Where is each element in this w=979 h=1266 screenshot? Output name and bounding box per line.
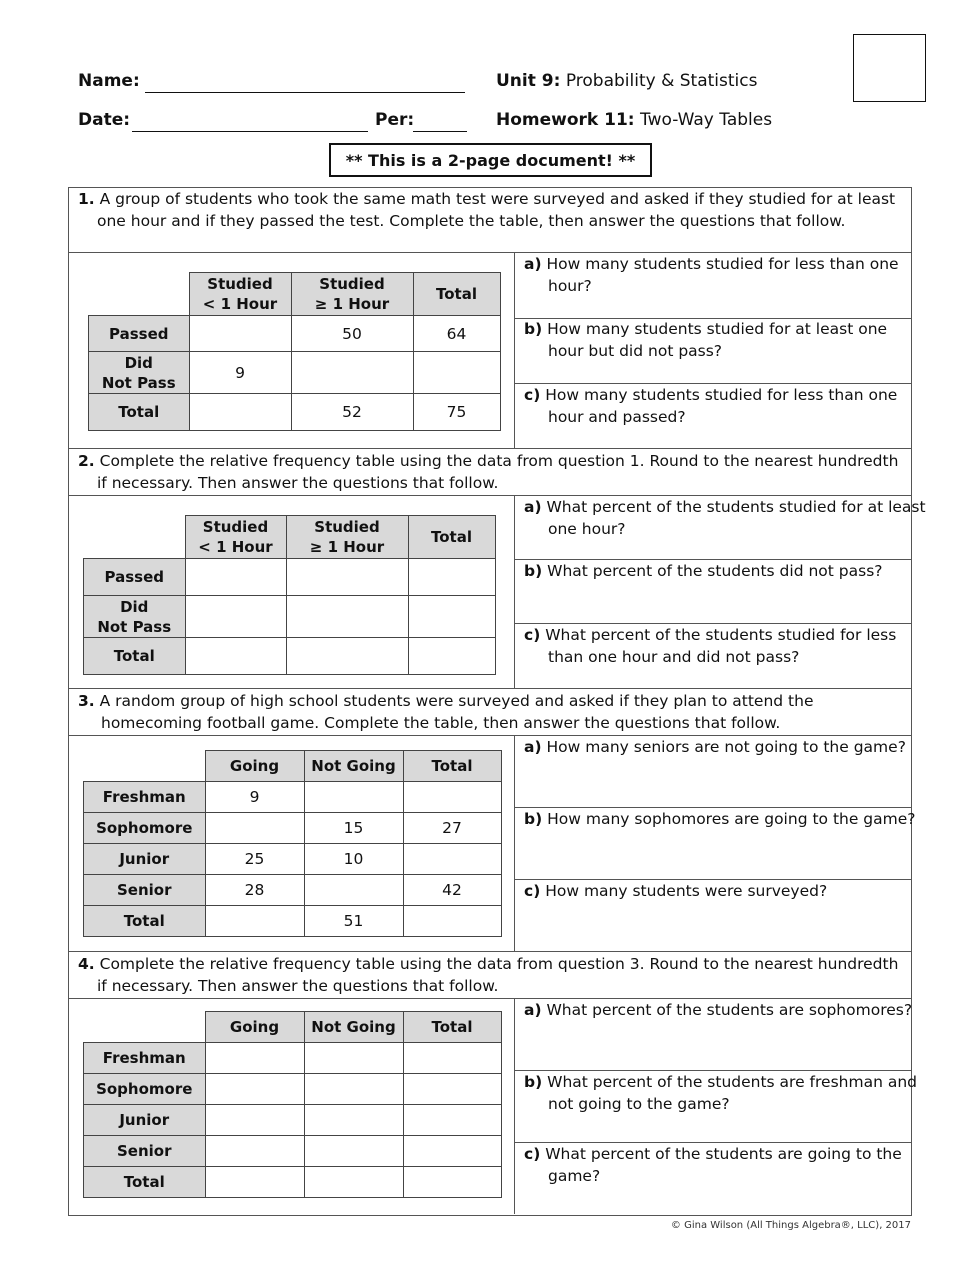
row-header: Did Not Pass <box>89 352 190 394</box>
table-cell[interactable] <box>286 559 408 596</box>
table-cell[interactable] <box>403 1136 501 1167</box>
q2-column-divider <box>514 495 515 688</box>
score-box[interactable] <box>853 34 926 102</box>
col-header: Total <box>408 516 495 559</box>
row-header: Senior <box>84 875 206 906</box>
table-cell[interactable] <box>304 1136 403 1167</box>
col-header: Studied ≥ 1 Hour <box>286 516 408 559</box>
row-header: Total <box>84 906 206 937</box>
name-label: Name: <box>78 71 140 91</box>
q1-prompt <box>78 189 903 232</box>
row-header: Freshman <box>84 1043 206 1074</box>
q2-part-divider <box>514 623 911 624</box>
table-cell[interactable] <box>205 906 304 937</box>
table-cell[interactable] <box>304 1167 403 1198</box>
q2-relative-frequency-table <box>83 515 496 675</box>
q3-text: A random group of high school students were surveyed and asked if they plan to attend the homecoming football game. Complete the table, then answer the questions that follow. <box>99 692 814 732</box>
table-cell[interactable]: 52 <box>291 394 413 431</box>
q1-part-divider <box>514 383 911 384</box>
col-header: Total <box>403 751 501 782</box>
q2-part-divider <box>514 559 911 560</box>
q2-top-border <box>68 448 911 449</box>
q2-number: 2. <box>78 452 95 470</box>
q3-divider <box>68 735 911 736</box>
row-header: Did Not Pass <box>84 596 186 638</box>
row-header: Junior <box>84 844 206 875</box>
table-cell[interactable] <box>185 638 286 675</box>
table-cell[interactable] <box>408 596 495 638</box>
name-field[interactable] <box>145 72 465 93</box>
table-cell[interactable] <box>304 875 403 906</box>
q4-number: 4. <box>78 955 95 973</box>
q4-part-a: a) What percent of the students are sophomores? <box>524 1001 913 1019</box>
q1-divider <box>68 252 911 253</box>
table-cell[interactable] <box>185 559 286 596</box>
q3-two-way-table <box>83 750 502 937</box>
row-header: Sophomore <box>84 1074 206 1105</box>
row-header: Senior <box>84 1136 206 1167</box>
q4-part-divider <box>514 1142 911 1143</box>
table-cell[interactable] <box>403 906 501 937</box>
row-header: Total <box>84 638 186 675</box>
table-cell[interactable] <box>408 638 495 675</box>
q1-number: 1. <box>78 190 95 208</box>
table-cell[interactable] <box>403 1074 501 1105</box>
table-cell[interactable] <box>185 596 286 638</box>
row-header: Junior <box>84 1105 206 1136</box>
period-label: Per: <box>375 110 415 130</box>
table-cell[interactable]: 27 <box>403 813 501 844</box>
table-cell[interactable] <box>413 352 500 394</box>
q4-part-c: c) What percent of the students are going to the game? <box>524 1145 902 1185</box>
q1-part-b: b) How many students studied for at least one hour but did not pass? <box>524 320 888 360</box>
q4-relative-frequency-table <box>83 1011 502 1198</box>
table-cell[interactable] <box>205 1167 304 1198</box>
homework-title: Two-Way Tables <box>640 110 773 130</box>
col-header: Going <box>205 1012 304 1043</box>
table-cell[interactable] <box>403 1167 501 1198</box>
col-header: Going <box>205 751 304 782</box>
col-header: Not Going <box>304 751 403 782</box>
table-cell[interactable]: 75 <box>413 394 500 431</box>
q3-top-border <box>68 688 911 689</box>
table-cell[interactable]: 50 <box>291 316 413 352</box>
table-cell[interactable] <box>205 813 304 844</box>
table-cell[interactable]: 10 <box>304 844 403 875</box>
unit-title: Probability & Statistics <box>565 71 758 91</box>
table-cell[interactable] <box>286 596 408 638</box>
two-page-notice: ** This is a 2-page document! ** <box>329 143 652 177</box>
table-cell[interactable] <box>205 1074 304 1105</box>
q2-divider <box>68 495 911 496</box>
table-cell[interactable]: 25 <box>205 844 304 875</box>
col-header: Total <box>403 1012 501 1043</box>
table-cell[interactable]: 51 <box>304 906 403 937</box>
table-cell[interactable] <box>286 638 408 675</box>
table-cell[interactable] <box>403 1105 501 1136</box>
q3-prompt <box>78 691 903 734</box>
q4-part-divider <box>514 1070 911 1071</box>
unit-heading <box>496 71 757 91</box>
copyright-footer: © Gina Wilson (All Things Algebra®, LLC), 2017 <box>670 1220 911 1231</box>
q1-two-way-table <box>88 272 501 431</box>
table-cell[interactable]: 15 <box>304 813 403 844</box>
table-cell[interactable]: 9 <box>189 352 291 394</box>
table-cell[interactable] <box>304 1074 403 1105</box>
q3-part-c: c) How many students were surveyed? <box>524 882 828 900</box>
table-cell[interactable] <box>205 1105 304 1136</box>
q4-column-divider <box>514 998 515 1214</box>
table-cell[interactable]: 64 <box>413 316 500 352</box>
q2-prompt <box>78 451 903 494</box>
table-cell[interactable] <box>291 352 413 394</box>
date-field[interactable] <box>132 111 368 132</box>
q3-part-divider <box>514 879 911 880</box>
table-cell[interactable]: 9 <box>205 782 304 813</box>
table-cell[interactable] <box>403 1043 501 1074</box>
col-header: Studied < 1 Hour <box>185 516 286 559</box>
table-cell[interactable] <box>304 1043 403 1074</box>
table-cell[interactable] <box>403 844 501 875</box>
table-cell[interactable] <box>189 316 291 352</box>
table-cell[interactable] <box>408 559 495 596</box>
col-header: Not Going <box>304 1012 403 1043</box>
table-cell[interactable] <box>205 1043 304 1074</box>
q2-part-c: c) What percent of the students studied for less than one hour and did not pass? <box>524 626 897 666</box>
q3-part-a: a) How many seniors are not going to the game? <box>524 738 906 756</box>
col-header: Studied ≥ 1 Hour <box>291 273 413 316</box>
row-header: Total <box>84 1167 206 1198</box>
q4-part-b: b) What percent of the students are freshman and not going to the game? <box>524 1073 917 1113</box>
row-header: Passed <box>89 316 190 352</box>
date-label: Date: <box>78 110 131 130</box>
q1-part-a: a) How many students studied for less than one hour? <box>524 255 899 295</box>
q4-divider <box>68 998 911 999</box>
table-cell[interactable] <box>304 1105 403 1136</box>
col-header: Total <box>413 273 500 316</box>
q1-text: A group of students who took the same math test were surveyed and asked if they studied for at least one hour and if they passed the test. Complete the table, then answer the questions that follow. <box>97 190 896 230</box>
q2-part-a: a) What percent of the students studied for at least one hour? <box>524 498 926 538</box>
table-cell[interactable] <box>189 394 291 431</box>
homework-label: Homework 11: <box>496 110 635 130</box>
q3-part-divider <box>514 807 911 808</box>
q4-text: Complete the relative frequency table using the data from question 3. Round to the nearest hundredth if necessary. Then answer the questions that follow. <box>97 955 899 995</box>
period-field[interactable] <box>413 111 467 132</box>
col-header: Studied < 1 Hour <box>189 273 291 316</box>
q2-text: Complete the relative frequency table using the data from question 1. Round to the nearest hundredth if necessary. Then answer the questions that follow. <box>97 452 899 492</box>
row-header: Freshman <box>84 782 206 813</box>
q1-part-c: c) How many students studied for less than one hour and passed? <box>524 386 898 426</box>
table-cell[interactable] <box>205 1136 304 1167</box>
unit-label: Unit 9: <box>496 71 561 91</box>
row-header: Sophomore <box>84 813 206 844</box>
q3-part-b: b) How many sophomores are going to the game? <box>524 810 916 828</box>
row-header: Passed <box>84 559 186 596</box>
table-cell[interactable]: 28 <box>205 875 304 906</box>
q4-prompt <box>78 954 903 997</box>
q2-part-b: b) What percent of the students did not pass? <box>524 562 883 580</box>
q4-top-border <box>68 951 911 952</box>
table-cell[interactable] <box>403 782 501 813</box>
table-cell[interactable] <box>304 782 403 813</box>
homework-heading <box>496 110 772 130</box>
q3-number: 3. <box>78 692 95 710</box>
table-cell[interactable]: 42 <box>403 875 501 906</box>
q3-column-divider <box>514 735 515 951</box>
q1-column-divider <box>514 252 515 448</box>
row-header: Total <box>89 394 190 431</box>
